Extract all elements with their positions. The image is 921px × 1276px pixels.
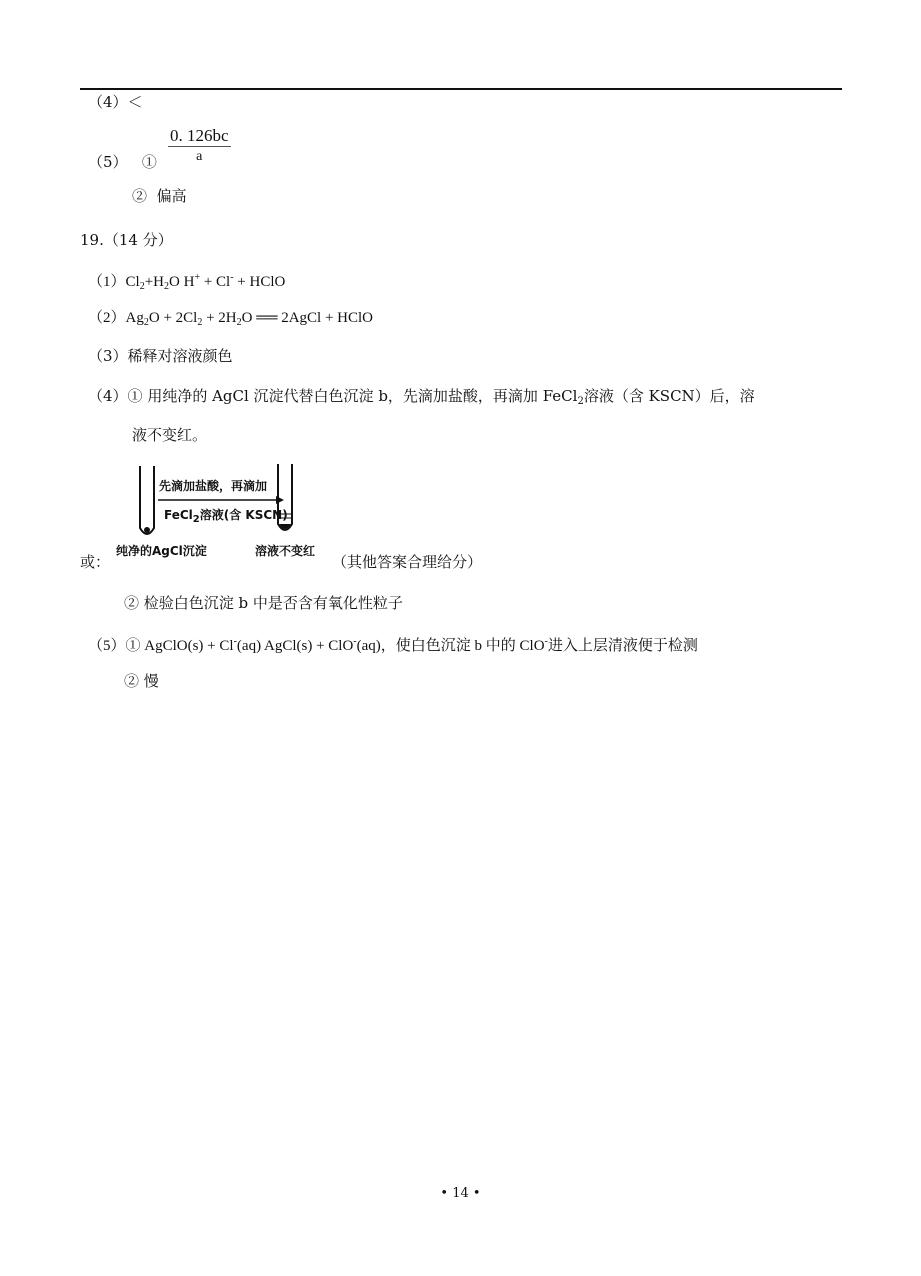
q19-part2: $(2)Ag_2O + 2Cl_2 + 2H_2O$ ══ 2AgCl + HClO <box>88 310 374 328</box>
arrow-top-label: 先滴加盐酸，再滴加 <box>159 479 268 493</box>
q19-part4-line1: （4）① 用纯净的 AgCl 沉淀代替白色沉淀 b，先滴加盐酸，再滴加 FeCl$_2$溶液（含 KSCN）后，溶 <box>88 387 755 407</box>
left-tube-caption: 纯净的AgCl沉淀 <box>116 544 207 558</box>
q19-part5-item2: ② 慢 <box>124 672 159 690</box>
page-number: • 14 • <box>440 1186 481 1201</box>
alternative-answer-note: （其他答案合理给分） <box>332 553 483 571</box>
precipitate-icon <box>144 527 150 533</box>
q19-part4-line2: 液不变红。 <box>132 426 208 444</box>
q19-part5-item1: （5）① AgClO(s) + Cl-(aq) AgCl(s) + ClO-(aq)，使白色沉淀 b 中的 ClO-进入上层清液便于检测 <box>88 636 698 654</box>
fraction-expression <box>168 126 231 165</box>
test-tube-diagram <box>116 462 331 561</box>
fraction-numerator: 0. 126bc <box>170 126 229 145</box>
part4-answer: （4）＜ <box>88 93 143 111</box>
part5-label: （5） ① <box>88 153 157 171</box>
arrow-bottom-label: FeCl$_2$溶液(含 KSCN) <box>164 508 288 525</box>
q19-part3: （3）稀释对溶液颜色 <box>88 347 233 365</box>
right-tube-caption: 溶液不变红 <box>255 544 316 558</box>
part5-item2: ② 偏高 <box>132 187 187 205</box>
q19-part4-item2: ② 检验白色沉淀 b 中是否含有氧化性粒子 <box>124 594 403 612</box>
header-rule <box>80 88 842 90</box>
left-test-tube <box>140 466 154 534</box>
or-label: 或： <box>80 553 111 571</box>
q19-part1: $(1)Cl_2+H_2O$ H+ + Cl- + HClO <box>88 272 286 292</box>
fraction-denominator: a <box>196 149 203 164</box>
question-19-heading: 19.（14 分） <box>80 231 173 249</box>
